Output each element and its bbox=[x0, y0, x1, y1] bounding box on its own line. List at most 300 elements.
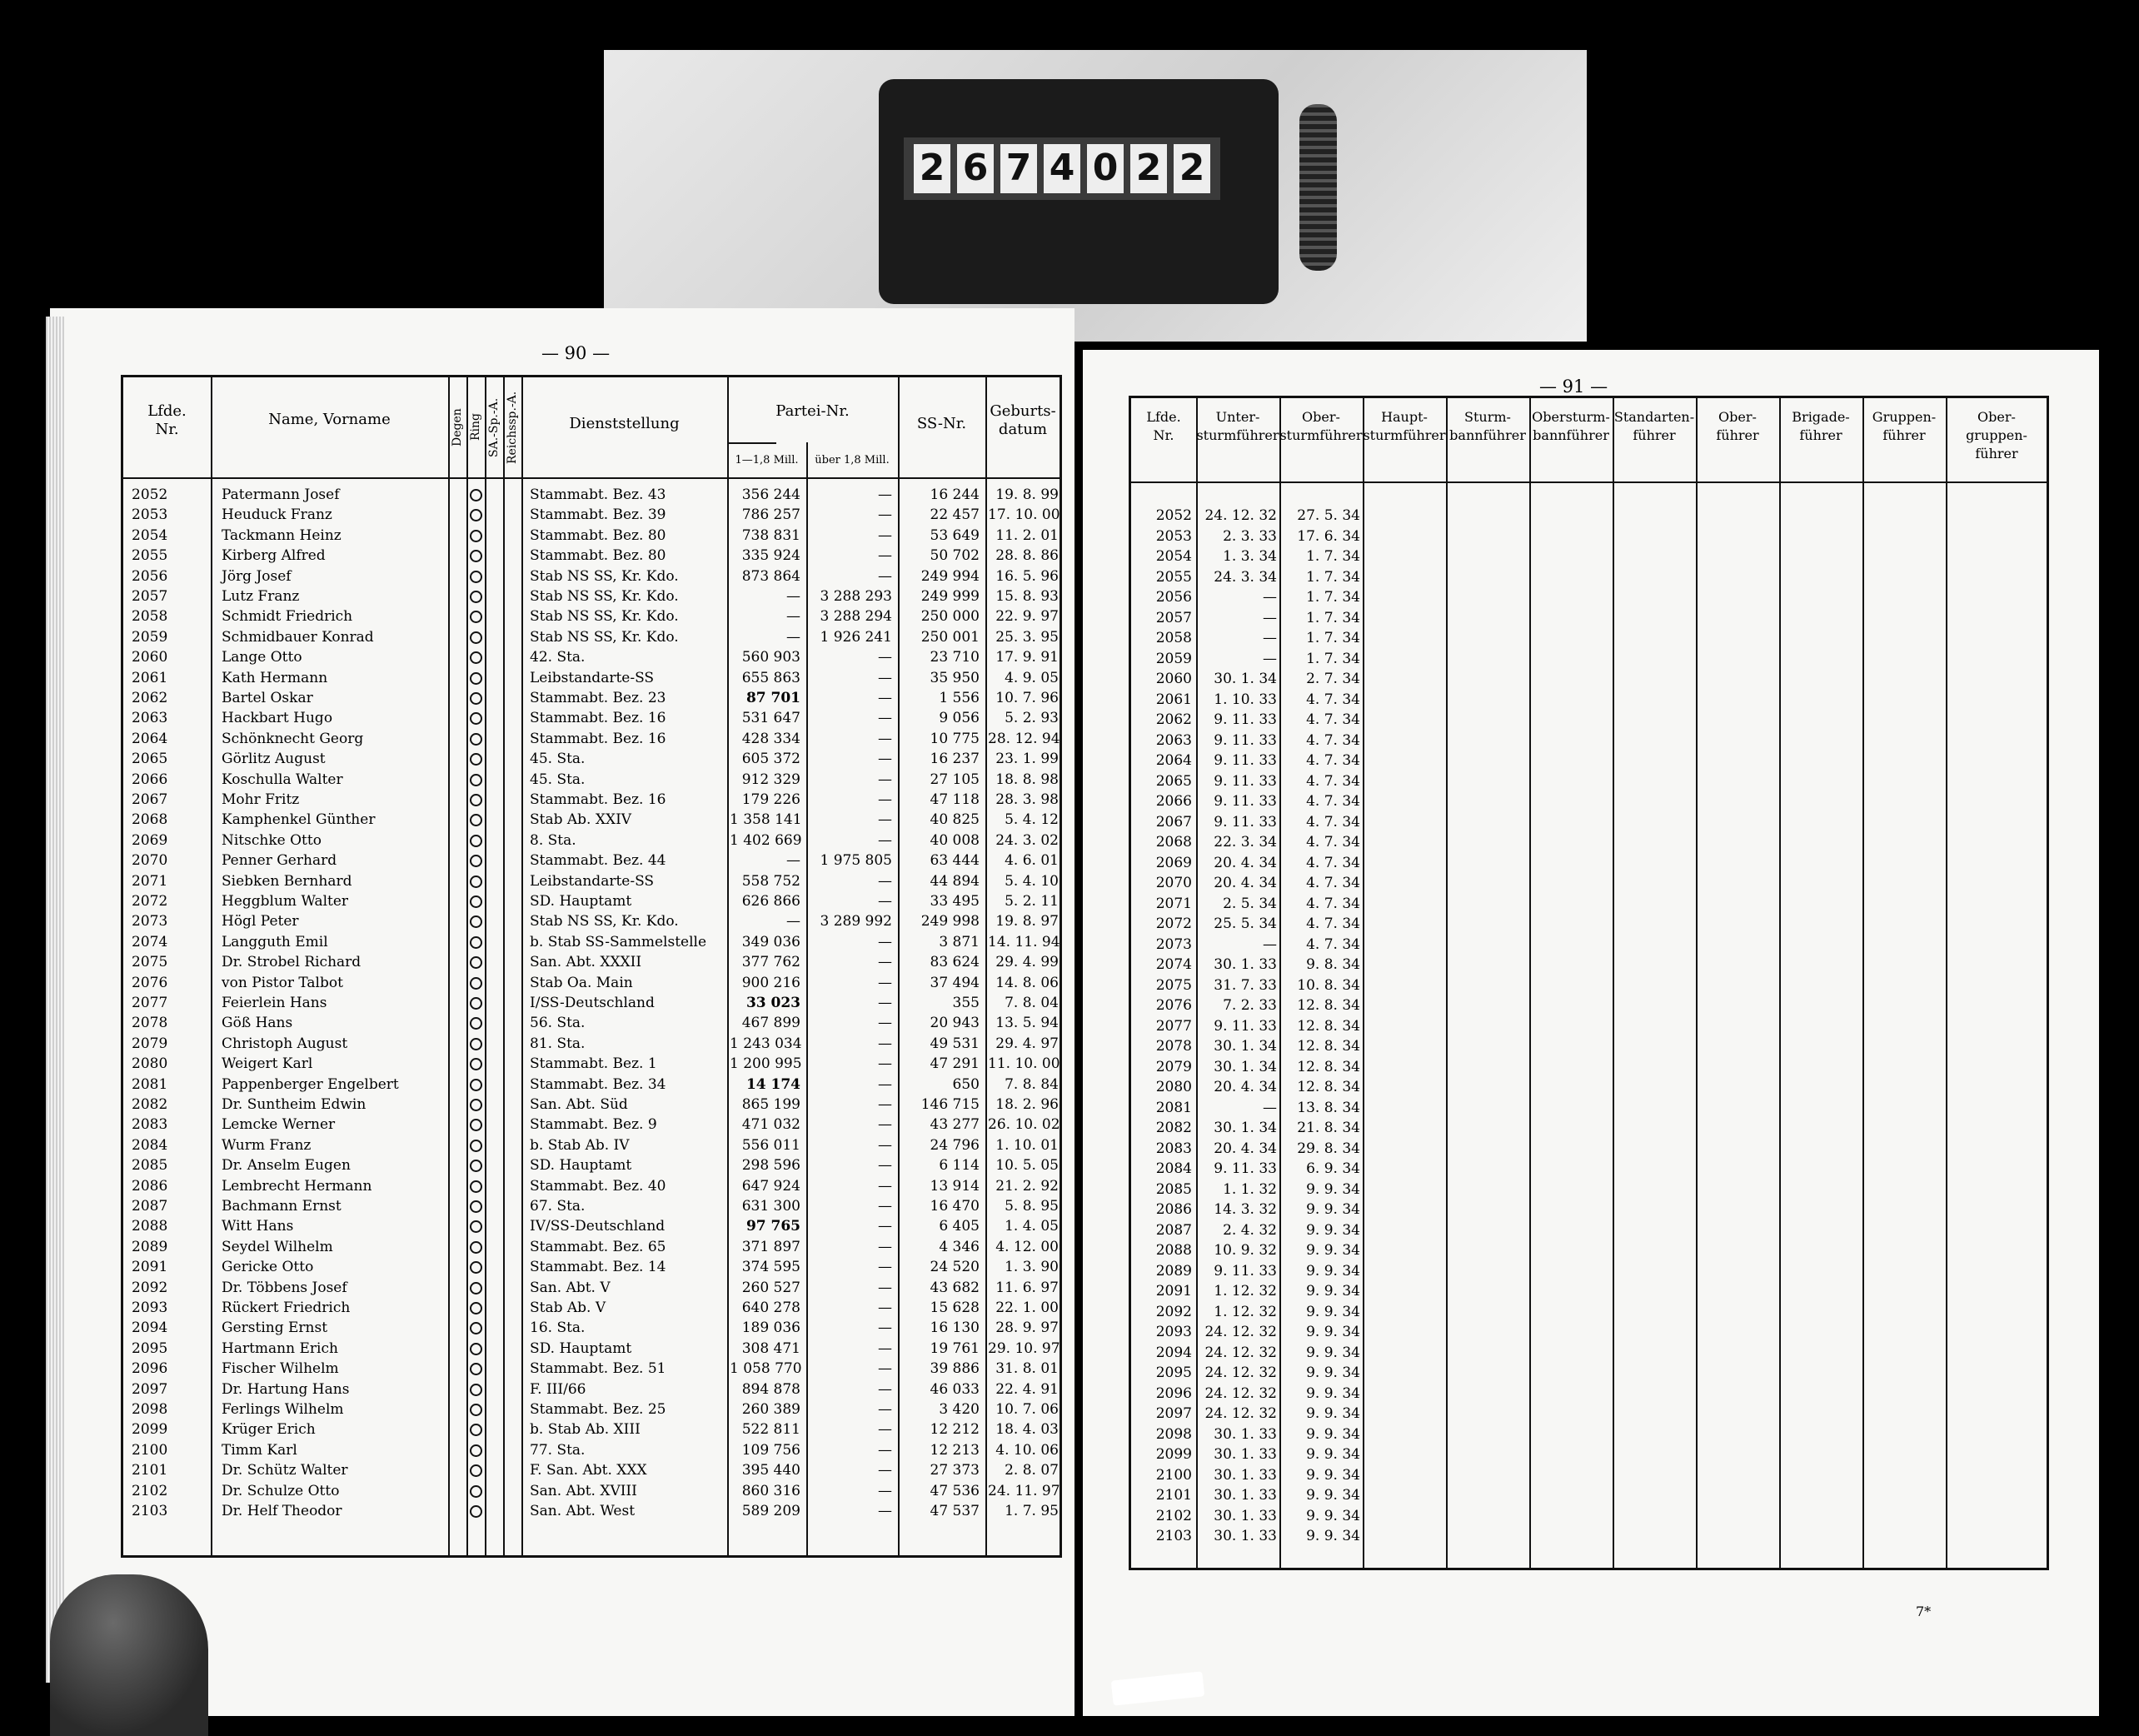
row-number: 2081 bbox=[1155, 1099, 1192, 1116]
row-name: Schmidt Friedrich bbox=[222, 608, 353, 626]
row-number: 2064 bbox=[132, 730, 168, 747]
row-partei-nr-1: 260 389 bbox=[741, 1401, 800, 1418]
page-number-left: — 90 — bbox=[541, 343, 611, 363]
row-geburtsdatum: 7. 8. 84 bbox=[1005, 1075, 1059, 1093]
col-header-partei-sub2: über 1,8 Mill. bbox=[815, 454, 890, 466]
row-number: 2056 bbox=[1155, 589, 1192, 606]
row-untersturmfuehrer: 9. 11. 33 bbox=[1214, 772, 1277, 790]
header-rule bbox=[123, 477, 1060, 479]
table-row bbox=[1131, 670, 2047, 688]
row-geburtsdatum: 4. 10. 06 bbox=[995, 1441, 1059, 1459]
table-row bbox=[123, 1115, 1060, 1134]
row-untersturmfuehrer: 1. 3. 34 bbox=[1223, 548, 1277, 565]
row-ss-nr: 35 950 bbox=[930, 669, 980, 686]
row-partei-nr-1: 33 023 bbox=[745, 995, 800, 1011]
row-dienststellung: 56. Sta. bbox=[530, 1015, 586, 1032]
row-untersturmfuehrer: 30. 1. 34 bbox=[1214, 1038, 1277, 1055]
row-geburtsdatum: 28. 12. 94 bbox=[988, 730, 1060, 747]
row-geburtsdatum: 5. 8. 95 bbox=[1005, 1198, 1059, 1215]
col-header-sa-sp: SA.-Sp.-A. bbox=[487, 397, 501, 457]
row-partei-nr-2: — bbox=[878, 954, 892, 971]
row-untersturmfuehrer: 9. 11. 33 bbox=[1214, 1160, 1277, 1177]
row-dienststellung: Stammabt. Bez. 39 bbox=[530, 506, 666, 524]
counter-digit: 4 bbox=[1044, 144, 1080, 193]
row-obersturmfuehrer: 1. 7. 34 bbox=[1306, 630, 1360, 646]
table-row bbox=[123, 1339, 1060, 1358]
row-ss-nr: 4 346 bbox=[939, 1238, 980, 1255]
row-name: Pappenberger Engelbert bbox=[222, 1075, 399, 1093]
ring-icon bbox=[470, 489, 482, 501]
row-number: 2060 bbox=[1155, 671, 1192, 687]
row-untersturmfuehrer: 2. 5. 34 bbox=[1223, 895, 1277, 912]
row-dienststellung: SD. Hauptamt bbox=[530, 1339, 632, 1357]
row-obersturmfuehrer: 27. 5. 34 bbox=[1297, 507, 1360, 524]
table-row bbox=[123, 709, 1060, 727]
row-geburtsdatum: 5. 2. 93 bbox=[1005, 710, 1059, 727]
row-dienststellung: Stammabt. Bez. 34 bbox=[530, 1075, 666, 1093]
row-ss-nr: 16 130 bbox=[930, 1319, 980, 1337]
row-number: 2095 bbox=[1155, 1364, 1192, 1381]
frame-counter-display bbox=[904, 137, 1220, 200]
row-untersturmfuehrer: 30. 1. 33 bbox=[1214, 1446, 1277, 1463]
row-number: 2065 bbox=[132, 751, 168, 768]
row-untersturmfuehrer: 30. 1. 33 bbox=[1214, 1528, 1277, 1544]
row-untersturmfuehrer: 30. 1. 33 bbox=[1214, 956, 1277, 973]
row-number: 2097 bbox=[1155, 1405, 1192, 1422]
row-obersturmfuehrer: 12. 8. 34 bbox=[1297, 1058, 1360, 1075]
table-row bbox=[123, 933, 1060, 951]
row-name: Schönknecht Georg bbox=[222, 730, 364, 747]
row-untersturmfuehrer: 24. 3. 34 bbox=[1214, 568, 1277, 586]
table-row bbox=[123, 1299, 1060, 1317]
row-partei-nr-1: 109 756 bbox=[741, 1441, 800, 1459]
rank-column-header: Ober- sturmführer bbox=[1279, 409, 1363, 443]
row-partei-nr-1: 860 316 bbox=[741, 1482, 800, 1499]
row-partei-nr-2: — bbox=[878, 1482, 892, 1499]
row-partei-nr-1: 912 329 bbox=[741, 771, 800, 788]
ledger-table-left bbox=[121, 375, 1062, 1558]
row-obersturmfuehrer: 9. 9. 34 bbox=[1306, 1446, 1360, 1463]
row-number: 2075 bbox=[132, 954, 168, 971]
row-partei-nr-2: 3 288 293 bbox=[820, 588, 892, 605]
row-geburtsdatum: 14. 8. 06 bbox=[995, 974, 1059, 991]
row-partei-nr-2: — bbox=[878, 506, 892, 524]
row-untersturmfuehrer: 1. 10. 33 bbox=[1214, 691, 1277, 708]
row-number: 2100 bbox=[132, 1441, 168, 1459]
counter-digit: 7 bbox=[1000, 144, 1037, 193]
row-untersturmfuehrer: 30. 1. 33 bbox=[1214, 1466, 1277, 1484]
table-row bbox=[123, 1095, 1060, 1114]
row-name: Görlitz August bbox=[222, 751, 326, 768]
table-row bbox=[123, 771, 1060, 789]
row-ss-nr: 49 531 bbox=[930, 1035, 980, 1052]
col-header-partei: Partei-Nr. bbox=[775, 402, 850, 420]
row-dienststellung: Stab Ab. XXIV bbox=[530, 811, 632, 829]
row-partei-nr-2: — bbox=[878, 1116, 892, 1134]
table-row bbox=[123, 486, 1060, 504]
row-number: 2096 bbox=[1155, 1384, 1192, 1402]
row-partei-nr-2: — bbox=[878, 649, 892, 666]
row-ss-nr: 63 444 bbox=[930, 852, 980, 870]
row-ss-nr: 43 682 bbox=[930, 1279, 980, 1296]
ring-icon bbox=[470, 1079, 482, 1091]
row-geburtsdatum: 5. 4. 10 bbox=[1005, 872, 1059, 890]
ring-icon bbox=[470, 1424, 482, 1436]
col-header-degen: Degen bbox=[451, 408, 464, 446]
row-obersturmfuehrer: 4. 7. 34 bbox=[1306, 711, 1360, 728]
row-number: 2070 bbox=[1155, 875, 1192, 891]
row-ss-nr: 40 008 bbox=[930, 831, 980, 849]
row-dienststellung: Stammabt. Bez. 14 bbox=[530, 1259, 666, 1276]
table-row bbox=[1131, 813, 2047, 831]
table-row bbox=[1131, 1262, 2047, 1280]
row-dienststellung: Stab Ab. V bbox=[530, 1300, 606, 1316]
row-obersturmfuehrer: 4. 7. 34 bbox=[1306, 731, 1360, 749]
table-row bbox=[123, 994, 1060, 1012]
row-dienststellung: 45. Sta. bbox=[530, 771, 586, 788]
row-partei-nr-1: 179 226 bbox=[741, 791, 800, 808]
row-untersturmfuehrer: — bbox=[1263, 650, 1277, 667]
row-partei-nr-2: — bbox=[878, 526, 892, 544]
row-dienststellung: Stammabt. Bez. 25 bbox=[530, 1401, 666, 1418]
table-row bbox=[123, 567, 1060, 586]
table-row bbox=[123, 872, 1060, 890]
row-ss-nr: 9 056 bbox=[939, 710, 980, 727]
row-number: 2084 bbox=[132, 1136, 168, 1154]
row-obersturmfuehrer: 4. 7. 34 bbox=[1306, 895, 1360, 912]
ring-icon bbox=[470, 651, 482, 664]
row-name: Lutz Franz bbox=[222, 588, 300, 605]
row-name: Lemcke Werner bbox=[222, 1116, 336, 1134]
row-ss-nr: 355 bbox=[952, 995, 980, 1011]
table-row bbox=[1131, 1527, 2047, 1545]
row-geburtsdatum: 21. 2. 92 bbox=[995, 1177, 1059, 1195]
ring-icon bbox=[470, 591, 482, 603]
row-untersturmfuehrer: 31. 7. 33 bbox=[1214, 976, 1277, 994]
row-name: Göß Hans bbox=[222, 1015, 293, 1032]
row-number: 2098 bbox=[1155, 1425, 1192, 1443]
row-partei-nr-1: 377 762 bbox=[741, 954, 800, 971]
row-ss-nr: 146 715 bbox=[920, 1096, 980, 1113]
row-geburtsdatum: 17. 9. 91 bbox=[995, 649, 1059, 666]
row-partei-nr-1: 647 924 bbox=[741, 1177, 800, 1195]
row-number: 2102 bbox=[1155, 1507, 1192, 1524]
row-ss-nr: 12 212 bbox=[930, 1421, 980, 1439]
row-name: Patermann Josef bbox=[222, 486, 340, 503]
table-row bbox=[1131, 1323, 2047, 1341]
table-row bbox=[123, 546, 1060, 565]
row-dienststellung: b. Stab Ab. IV bbox=[530, 1136, 630, 1154]
col-header-ring: Ring bbox=[469, 413, 482, 441]
table-row bbox=[1131, 915, 2047, 933]
ring-icon bbox=[470, 875, 482, 888]
table-row bbox=[123, 506, 1060, 524]
table-row bbox=[123, 669, 1060, 687]
row-geburtsdatum: 11. 6. 97 bbox=[995, 1279, 1059, 1296]
row-partei-nr-1: 349 036 bbox=[741, 933, 800, 950]
table-row bbox=[1131, 650, 2047, 668]
ring-icon bbox=[470, 530, 482, 542]
row-partei-nr-2: — bbox=[878, 1259, 892, 1276]
ring-icon bbox=[470, 1302, 482, 1314]
row-geburtsdatum: 1. 10. 01 bbox=[995, 1136, 1059, 1154]
ring-icon bbox=[470, 1220, 482, 1233]
row-geburtsdatum: 22. 4. 91 bbox=[995, 1380, 1059, 1398]
row-dienststellung: Stammabt. Bez. 16 bbox=[530, 710, 666, 727]
row-number: 2064 bbox=[1155, 752, 1192, 769]
table-row bbox=[123, 1461, 1060, 1479]
row-partei-nr-1: 471 032 bbox=[741, 1116, 800, 1134]
table-row bbox=[1131, 1099, 2047, 1117]
partei-subrule bbox=[727, 442, 776, 444]
row-geburtsdatum: 4. 6. 01 bbox=[1005, 852, 1059, 870]
row-number: 2094 bbox=[1155, 1344, 1192, 1361]
row-dienststellung: San. Abt. XXXII bbox=[530, 954, 642, 971]
row-geburtsdatum: 22. 1. 00 bbox=[995, 1300, 1059, 1316]
row-name: Hackbart Hugo bbox=[222, 710, 333, 727]
table-row bbox=[1131, 1507, 2047, 1525]
row-partei-nr-2: — bbox=[878, 1035, 892, 1052]
row-number: 2087 bbox=[132, 1198, 168, 1215]
row-name: Jörg Josef bbox=[222, 567, 292, 585]
row-name: Kirberg Alfred bbox=[222, 547, 326, 565]
row-untersturmfuehrer: 9. 11. 33 bbox=[1214, 731, 1277, 749]
row-partei-nr-2: — bbox=[878, 1157, 892, 1175]
row-number: 2068 bbox=[132, 811, 168, 829]
row-untersturmfuehrer: 9. 11. 33 bbox=[1214, 793, 1277, 810]
row-name: Christoph August bbox=[222, 1035, 348, 1052]
row-number: 2073 bbox=[1155, 935, 1192, 953]
row-name: Krüger Erich bbox=[222, 1421, 316, 1439]
row-obersturmfuehrer: 10. 8. 34 bbox=[1297, 976, 1360, 994]
page-number-right: — 91 — bbox=[1539, 377, 1608, 397]
row-name: Heggblum Walter bbox=[222, 893, 349, 910]
ring-icon bbox=[470, 1322, 482, 1334]
row-number: 2103 bbox=[132, 1503, 168, 1519]
table-row bbox=[123, 1319, 1060, 1337]
ring-icon bbox=[470, 611, 482, 623]
table-row bbox=[1131, 772, 2047, 791]
row-obersturmfuehrer: 12. 8. 34 bbox=[1297, 997, 1360, 1014]
row-partei-nr-1: 308 471 bbox=[741, 1339, 800, 1357]
ring-icon bbox=[470, 1343, 482, 1355]
row-obersturmfuehrer: 1. 7. 34 bbox=[1306, 609, 1360, 626]
row-number: 2080 bbox=[132, 1055, 168, 1073]
row-partei-nr-1: 428 334 bbox=[741, 730, 800, 747]
row-number: 2053 bbox=[132, 506, 168, 524]
row-ss-nr: 83 624 bbox=[930, 954, 980, 971]
row-obersturmfuehrer: 4. 7. 34 bbox=[1306, 915, 1360, 932]
ring-icon bbox=[470, 1099, 482, 1111]
row-number: 2085 bbox=[1155, 1180, 1192, 1198]
row-number: 2086 bbox=[1155, 1201, 1192, 1218]
row-ss-nr: 47 291 bbox=[930, 1055, 980, 1073]
row-number: 2052 bbox=[1155, 507, 1192, 524]
row-partei-nr-2: — bbox=[878, 791, 892, 808]
row-number: 2057 bbox=[132, 588, 168, 605]
row-partei-nr-2: — bbox=[878, 872, 892, 890]
row-dienststellung: F. III/66 bbox=[530, 1380, 586, 1398]
row-obersturmfuehrer: 4. 7. 34 bbox=[1306, 752, 1360, 769]
ring-icon bbox=[470, 977, 482, 990]
row-number: 2058 bbox=[1155, 630, 1192, 646]
ring-icon bbox=[470, 1444, 482, 1457]
row-geburtsdatum: 28. 8. 86 bbox=[995, 547, 1059, 565]
row-geburtsdatum: 29. 4. 99 bbox=[995, 954, 1059, 971]
row-number: 2078 bbox=[132, 1015, 168, 1032]
row-ss-nr: 53 649 bbox=[930, 526, 980, 544]
row-dienststellung: Stammabt. Bez. 16 bbox=[530, 791, 666, 808]
row-geburtsdatum: 18. 8. 98 bbox=[995, 771, 1059, 788]
row-untersturmfuehrer: 30. 1. 34 bbox=[1214, 671, 1277, 687]
table-row bbox=[1131, 711, 2047, 729]
row-name: Schmidbauer Konrad bbox=[222, 628, 374, 646]
row-untersturmfuehrer: — bbox=[1263, 609, 1277, 626]
row-partei-nr-2: — bbox=[878, 1238, 892, 1255]
row-obersturmfuehrer: 17. 6. 34 bbox=[1297, 527, 1360, 545]
table-row bbox=[1131, 955, 2047, 974]
row-number: 2084 bbox=[1155, 1160, 1192, 1177]
col-header-geburt: Geburts- datum bbox=[990, 402, 1056, 438]
row-obersturmfuehrer: 9. 9. 34 bbox=[1306, 1242, 1360, 1259]
row-name: Dr. Többens Josef bbox=[222, 1279, 347, 1296]
table-row bbox=[123, 607, 1060, 626]
row-untersturmfuehrer: 20. 4. 34 bbox=[1214, 854, 1277, 871]
row-number: 2058 bbox=[132, 608, 168, 626]
row-ss-nr: 27 105 bbox=[930, 771, 980, 788]
table-row bbox=[1131, 1486, 2047, 1504]
row-name: Gersting Ernst bbox=[222, 1319, 328, 1337]
row-ss-nr: 27 373 bbox=[930, 1462, 980, 1479]
row-untersturmfuehrer: 24. 12. 32 bbox=[1204, 1344, 1277, 1361]
row-untersturmfuehrer: 22. 3. 34 bbox=[1214, 834, 1277, 851]
row-number: 2062 bbox=[132, 690, 168, 706]
row-number: 2078 bbox=[1155, 1038, 1192, 1055]
row-number: 2081 bbox=[132, 1075, 168, 1093]
ring-icon bbox=[470, 997, 482, 1010]
row-ss-nr: 1 556 bbox=[939, 690, 980, 706]
ring-icon bbox=[470, 1282, 482, 1295]
row-obersturmfuehrer: 4. 7. 34 bbox=[1306, 935, 1360, 953]
row-obersturmfuehrer: 1. 7. 34 bbox=[1306, 650, 1360, 667]
row-number: 2089 bbox=[1155, 1262, 1192, 1280]
row-name: Kath Hermann bbox=[222, 669, 328, 686]
table-row bbox=[123, 1177, 1060, 1195]
ring-icon bbox=[470, 1119, 482, 1131]
row-name: Dr. Schütz Walter bbox=[222, 1462, 348, 1479]
row-dienststellung: Stammabt. Bez. 80 bbox=[530, 547, 666, 565]
row-untersturmfuehrer: 9. 11. 33 bbox=[1214, 1262, 1277, 1280]
ring-icon bbox=[470, 895, 482, 908]
row-geburtsdatum: 5. 2. 11 bbox=[1005, 893, 1059, 910]
row-name: Dr. Suntheim Edwin bbox=[222, 1096, 366, 1113]
row-partei-nr-1: 395 440 bbox=[741, 1462, 800, 1479]
row-number: 2062 bbox=[1155, 711, 1192, 728]
row-obersturmfuehrer: 4. 7. 34 bbox=[1306, 854, 1360, 871]
row-name: Gericke Otto bbox=[222, 1259, 314, 1276]
row-ss-nr: 249 994 bbox=[920, 567, 980, 585]
row-obersturmfuehrer: 9. 9. 34 bbox=[1306, 1303, 1360, 1320]
row-partei-nr-1: — bbox=[786, 852, 800, 870]
row-partei-nr-2: — bbox=[878, 751, 892, 768]
row-dienststellung: Stammabt. Bez. 1 bbox=[530, 1055, 657, 1073]
counter-digit: 2 bbox=[1130, 144, 1167, 193]
table-row bbox=[1131, 1119, 2047, 1137]
table-row bbox=[1131, 1445, 2047, 1464]
row-geburtsdatum: 4. 9. 05 bbox=[1005, 669, 1059, 686]
row-partei-nr-1: 873 864 bbox=[741, 567, 800, 585]
row-partei-nr-2: — bbox=[878, 1055, 892, 1073]
row-ss-nr: 250 001 bbox=[920, 628, 980, 646]
row-obersturmfuehrer: 4. 7. 34 bbox=[1306, 834, 1360, 851]
table-row bbox=[1131, 1221, 2047, 1240]
row-ss-nr: 20 943 bbox=[930, 1015, 980, 1032]
row-dienststellung: Stammabt. Bez. 43 bbox=[530, 486, 666, 503]
rank-column-header: Lfde. Nr. bbox=[1146, 409, 1181, 443]
row-number: 2071 bbox=[1155, 895, 1192, 912]
row-name: Ferlings Wilhelm bbox=[222, 1401, 344, 1418]
table-row bbox=[123, 1156, 1060, 1175]
row-name: Hartmann Erich bbox=[222, 1339, 338, 1357]
row-partei-nr-2: — bbox=[878, 771, 892, 788]
rank-column-header: Ober- gruppen- führer bbox=[1966, 409, 2027, 461]
row-untersturmfuehrer: — bbox=[1263, 630, 1277, 646]
row-number: 2076 bbox=[132, 974, 168, 991]
row-untersturmfuehrer: — bbox=[1263, 589, 1277, 606]
row-obersturmfuehrer: 9. 8. 34 bbox=[1306, 956, 1360, 973]
row-ss-nr: 6 114 bbox=[939, 1157, 980, 1175]
table-row bbox=[1131, 527, 2047, 546]
row-number: 2061 bbox=[132, 669, 168, 686]
row-partei-nr-1: 640 278 bbox=[741, 1300, 800, 1316]
ring-icon bbox=[470, 509, 482, 521]
row-partei-nr-2: — bbox=[878, 893, 892, 910]
row-number: 2100 bbox=[1155, 1466, 1192, 1484]
row-untersturmfuehrer: 24. 12. 32 bbox=[1204, 1405, 1277, 1422]
row-partei-nr-2: — bbox=[878, 1503, 892, 1519]
row-geburtsdatum: 1. 3. 90 bbox=[1005, 1259, 1059, 1276]
table-row bbox=[123, 831, 1060, 850]
row-ss-nr: 50 702 bbox=[930, 547, 980, 565]
row-name: Kamphenkel Günther bbox=[222, 811, 376, 829]
row-ss-nr: 6 405 bbox=[939, 1218, 980, 1235]
table-row bbox=[123, 1279, 1060, 1297]
ring-icon bbox=[470, 1485, 482, 1498]
row-partei-nr-2: — bbox=[878, 1380, 892, 1398]
row-number: 2092 bbox=[1155, 1303, 1192, 1320]
table-row bbox=[1131, 792, 2047, 811]
col-header-reichssp: Reichssp.-A. bbox=[506, 391, 519, 464]
row-obersturmfuehrer: 9. 9. 34 bbox=[1306, 1364, 1360, 1381]
table-row bbox=[1131, 1404, 2047, 1423]
row-number: 2052 bbox=[132, 486, 168, 503]
row-dienststellung: 42. Sta. bbox=[530, 649, 586, 666]
row-name: Lange Otto bbox=[222, 649, 302, 666]
row-untersturmfuehrer: 20. 4. 34 bbox=[1214, 875, 1277, 891]
row-number: 2098 bbox=[132, 1401, 168, 1418]
row-partei-nr-2: — bbox=[878, 1339, 892, 1357]
ring-icon bbox=[470, 835, 482, 847]
ring-icon bbox=[470, 1384, 482, 1396]
row-partei-nr-2: — bbox=[878, 1177, 892, 1195]
row-name: Weigert Karl bbox=[222, 1055, 313, 1073]
row-number: 2093 bbox=[132, 1300, 168, 1316]
row-number: 2059 bbox=[1155, 650, 1192, 667]
row-ss-nr: 47 537 bbox=[930, 1503, 980, 1519]
row-name: Bachmann Ernst bbox=[222, 1198, 342, 1215]
table-row bbox=[1131, 895, 2047, 913]
row-geburtsdatum: 13. 5. 94 bbox=[995, 1015, 1059, 1032]
